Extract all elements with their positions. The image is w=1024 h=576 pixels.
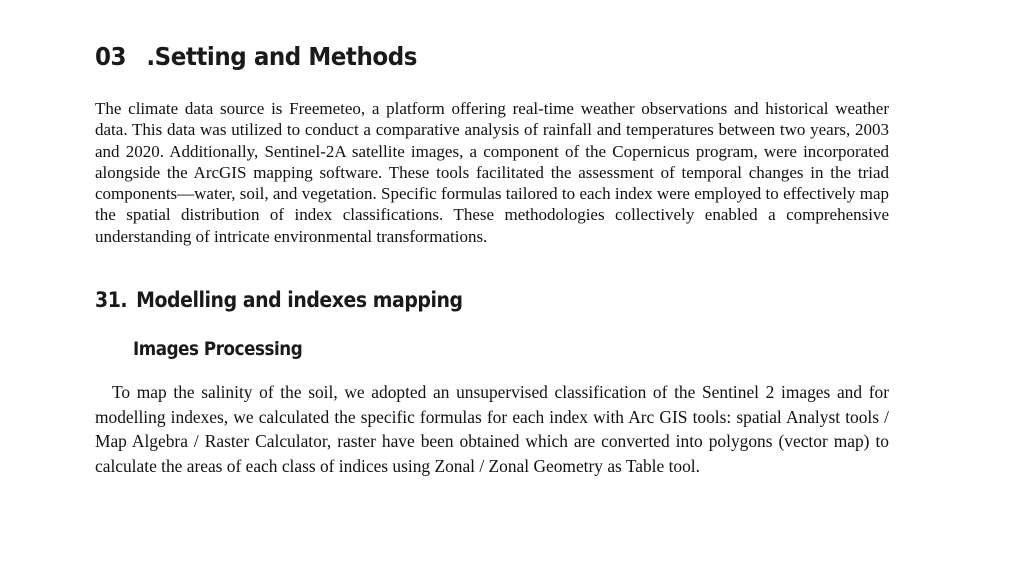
intro-paragraph: The climate data source is Freemeteo, a platform offering real-time weather observations and historical weather data. This data was utilized to conduct a comparative analysis of rainfall and temperatures between two years, 2003 and 2020. Additionally, Sentinel-2A satellite images, a component of the Copernicus program, were incorporated alongside the ArcGIS mapping software. These tools facilitated the assessment of temporal changes in the triad components—water, soil, and vegetation. Specific formulas tailored to each index were employed to effectively map the spatial distribution of index classifications. These methodologies collectively enabled a comprehensive understanding of intricate environmental transformations. — [95, 99, 889, 246]
section-heading — [95, 42, 417, 71]
subsection-heading — [95, 288, 463, 312]
section-title: .Setting and Methods — [146, 42, 417, 71]
subsubsection-heading: Images Processing — [133, 338, 303, 360]
processing-paragraph: To map the salinity of the soil, we adopted an unsupervised classification of the Sentinel 2 images and for modelling indexes, we calculated the specific formulas for each index with Arc GIS tools: spatial Analyst tools / Map Algebra / Raster Calculator, raster have been obtained which are converted into polygons (vector map) to calculate the areas of each class of indices using Zonal / Zonal Geometry as Table tool. — [95, 382, 889, 476]
section-number: 03 — [95, 42, 127, 71]
subsection-title: Modelling and indexes mapping — [136, 288, 463, 312]
subsection-number: 31. — [95, 288, 128, 312]
